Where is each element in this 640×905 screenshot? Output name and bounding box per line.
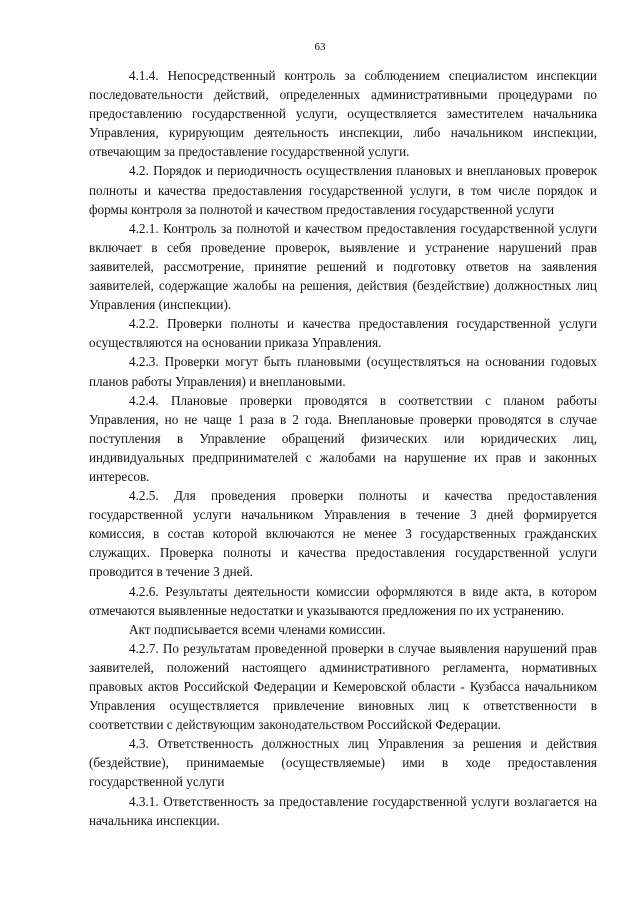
paragraph-4-2-7: 4.2.7. По результатам проведенной проверки в случае выявления нарушений прав заявителей, положений настоящего административного регламента, нормативных правовых актов Российской Федерации и Кемеровской области - Кузбасса начальником Управления осуществляется привлечение виновных лиц к ответственности в соответствии с действующим законодательством Российской Федерации. [89, 640, 597, 733]
document-body [89, 66, 597, 830]
paragraph-4-2-2: 4.2.2. Проверки полноты и качества предоставления государственной услуги осуществляются на основании приказа Управления. [89, 316, 597, 351]
paragraph-4-1-4: 4.1.4. Непосредственный контроль за соблюдением специалистом инспекции последовательности действий, определенных административными процедурами по предоставлению государственной услуги, осуществляется заместителем начальника Управления, курирующим деятельность инспекции, либо начальником инспекции, отвечающим за предоставление государственной услуги. [89, 68, 597, 160]
paragraph-4-3-1: 4.3.1. Ответственность за предоставление государственной услуги возлагается на начальника инспекции. [89, 793, 597, 828]
paragraph-4-2-6: 4.2.6. Результаты деятельности комиссии оформляются в виде акта, в котором отмечаются выявленные недостатки и указываются предложения по их устранению. [89, 583, 597, 618]
paragraph-4-3: 4.3. Ответственность должностных лиц Управления за решения и действия (бездействие), принимаемые (осуществляемые) ими в ходе предоставления государственной услуги [89, 736, 597, 790]
page-number: 63 [314, 41, 326, 53]
paragraph-4-2-3: 4.2.3. Проверки могут быть плановыми (осуществляться на основании годовых планов работы Управления) и внеплановыми. [89, 354, 597, 389]
paragraph-4-2-5: 4.2.5. Для проведения проверки полноты и качества предоставления государственной услуги начальником Управления в течение 3 дней формируется комиссия, в состав которой включаются не менее 3 государственных гражданских служащих. Проверка полноты и качества предоставления государственной услуги проводится в течение 3 дней. [89, 488, 597, 580]
paragraph-4-2: 4.2. Порядок и периодичность осуществления плановых и внеплановых проверок полноты и качества предоставления государственной услуги, в том числе порядок и формы контроля за полнотой и качеством предоставления государственной услуги [89, 163, 597, 217]
paragraph-4-2-4: 4.2.4. Плановые проверки проводятся в соответствии с планом работы Управления, но не чаще 1 раза в 2 года. Внеплановые проверки проводятся в случае поступления в Управление обращений физических или юридических лиц, индивидуальных предпринимателей с жалобами на нарушение их прав и законных интересов. [89, 392, 597, 484]
paragraph-act-signing: Акт подписывается всеми членами комиссии. [129, 621, 386, 637]
paragraph-4-2-1: 4.2.1. Контроль за полнотой и качеством предоставления государственной услуги включает в себя проведение проверок, выявление и устранение нарушений прав заявителей, рассмотрение, принятие решений и подготовку ответов на заявления заявителей, содержащие жалобы на решения, действия (бездействие) должностных лиц Управления (инспекции). [89, 220, 597, 313]
